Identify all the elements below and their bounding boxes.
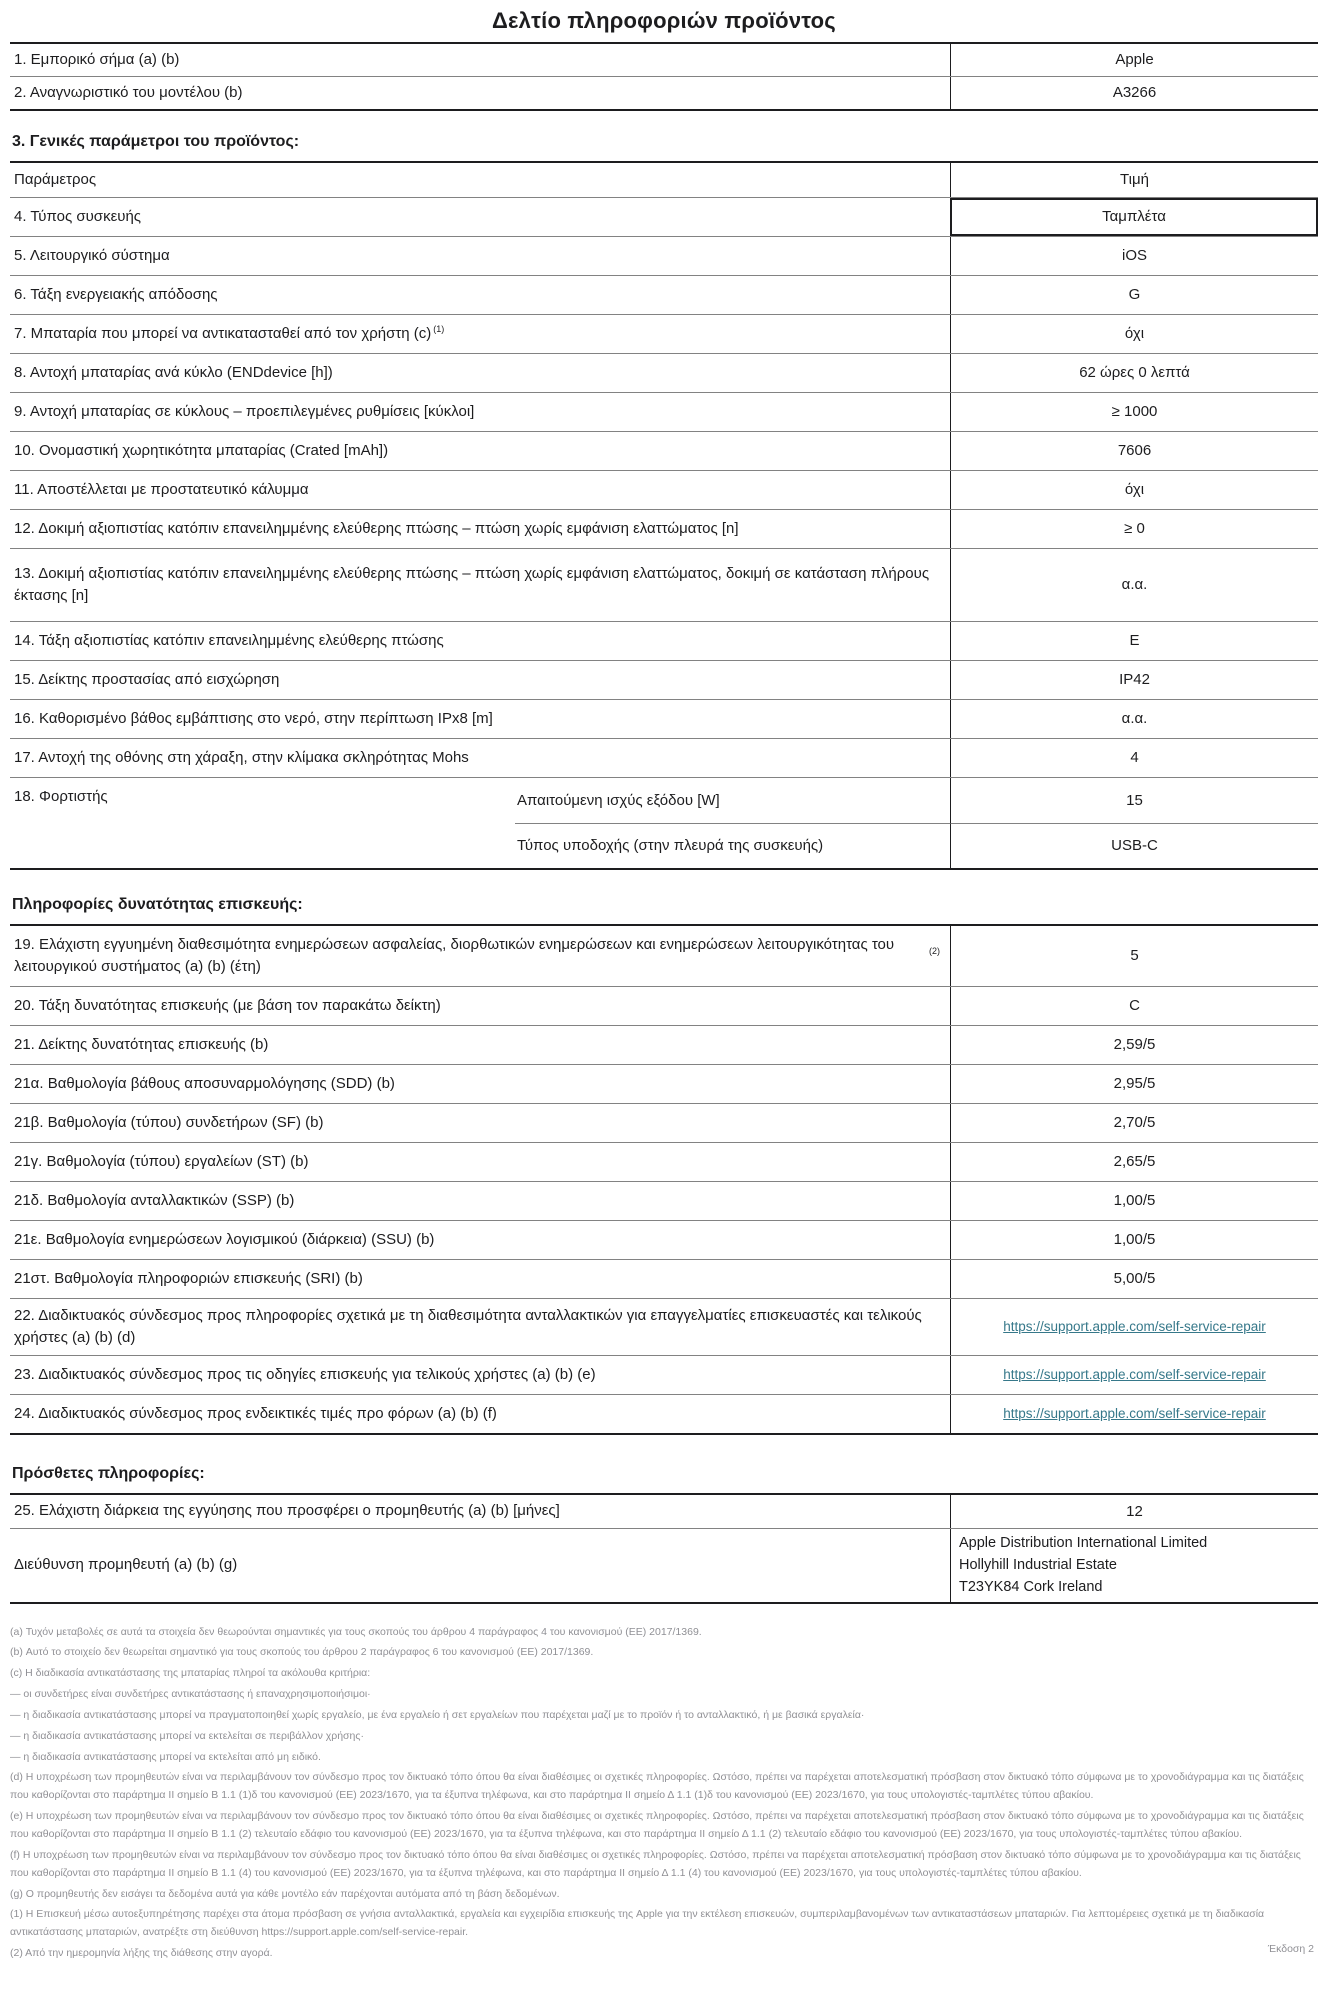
table-row-device-type xyxy=(10,197,1318,236)
table-row-protective-cover xyxy=(10,470,1318,509)
table-row-repairability-index xyxy=(10,1025,1318,1064)
table-row-battery-endurance-cycle xyxy=(10,353,1318,392)
param-value xyxy=(950,1395,1318,1433)
param-label: 22. Διαδικτυακός σύνδεσμος προς πληροφορίες σχετικά με τη διαθεσιμότητα ανταλλακτικών για επαγγελματίες επισκευαστές και τελικούς χρήστες (a) (b) (d) xyxy=(14,1306,922,1346)
param-value: A3266 xyxy=(950,77,1318,109)
version-label: Έκδοση 2 xyxy=(1267,1942,1314,1955)
param-value: 4 xyxy=(950,739,1318,777)
param-label: 21δ. Βαθμολογία ανταλλακτικών (SSP) (b) xyxy=(14,1191,295,1209)
section-heading-additional-info: Πρόσθετες πληροφορίες: xyxy=(12,1464,205,1482)
param-value: 12 xyxy=(950,1495,1318,1528)
param-value: ≥ 0 xyxy=(950,510,1318,548)
repair-instructions-link[interactable]: https://support.apple.com/self-service-repair xyxy=(1003,1367,1266,1382)
footnote-c-criterion-2: — η διαδικασία αντικατάστασης μπορεί να πραγματοποιηθεί χωρίς εργαλείο, με ένα εργαλείο ή σετ εργαλείων που παρέχεται μαζί με το προϊόν ή το ανταλλακτικό, ή με βασικά εργαλεία· xyxy=(10,1708,865,1721)
table-row-repair-instructions-link xyxy=(10,1355,1318,1394)
general-parameters-table xyxy=(10,161,1318,870)
address-line-1: Apple Distribution International Limited xyxy=(959,1534,1208,1551)
param-label: 2. Αναγνωριστικό του μοντέλου (b) xyxy=(14,83,243,101)
table-row-mohs-hardness xyxy=(10,738,1318,777)
supplier-address-lines xyxy=(959,1533,1207,1598)
footnote-c-criterion-4: — η διαδικασία αντικατάστασης μπορεί να εκτελείται από μη ειδικό. xyxy=(10,1750,321,1763)
param-value: IP42 xyxy=(950,661,1318,699)
param-label: 23. Διαδικτυακός σύνδεσμος προς τις οδηγίες επισκευής για τελικούς χρήστες (a) (b) (e) xyxy=(14,1365,596,1383)
param-label: 5. Λειτουργικό σύστημα xyxy=(14,246,170,264)
charger-value-connector-type: USB-C xyxy=(950,823,1318,868)
footnotes xyxy=(10,1624,1318,1963)
param-label: 10. Ονομαστική χωρητικότητα μπαταρίας (Crated [mAh]) xyxy=(14,441,389,459)
param-value: 2,95/5 xyxy=(950,1065,1318,1103)
footnote-c-criterion-3: — η διαδικασία αντικατάστασης μπορεί να εκτελείται σε περιβάλλον χρήσης· xyxy=(10,1729,364,1742)
indicative-prices-link[interactable]: https://support.apple.com/self-service-repair xyxy=(1003,1406,1266,1421)
param-value: α.α. xyxy=(950,549,1318,621)
page-title: Δελτίο πληροφοριών προϊόντος xyxy=(492,8,836,33)
param-label: 25. Ελάχιστη διάρκεια της εγγύησης που προσφέρει ο προμηθευτής (a) (b) [μήνες] xyxy=(14,1502,560,1520)
param-value-boxed: Ταμπλέτα xyxy=(950,198,1318,236)
table-row-user-replaceable-battery xyxy=(10,314,1318,353)
param-value: C xyxy=(950,987,1318,1025)
table-row-os xyxy=(10,236,1318,275)
param-value: 5,00/5 xyxy=(950,1260,1318,1298)
param-value: ≥ 1000 xyxy=(950,393,1318,431)
footnote-2: (2) Από την ημερομηνία λήξης της διάθεσης στην αγορά. xyxy=(10,1947,273,1960)
param-label: 1. Εμπορικό σήμα (a) (b) xyxy=(14,51,180,68)
param-label: 17. Αντοχή της οθόνης στη χάραξη, στην κλίμακα σκληρότητας Mohs xyxy=(14,748,469,766)
brand-model-table xyxy=(10,42,1318,111)
param-label: 8. Αντοχή μπαταρίας ανά κύκλο (ENDdevice [h]) xyxy=(14,363,333,381)
spare-parts-link[interactable]: https://support.apple.com/self-service-repair xyxy=(1003,1319,1266,1334)
table-row-charger xyxy=(10,777,1318,868)
table-row-free-fall-test xyxy=(10,509,1318,548)
address-line-3: T23YK84 Cork Ireland xyxy=(959,1578,1103,1595)
table-row-fall-reliability-class xyxy=(10,621,1318,660)
address-line-2: Hollyhill Industrial Estate xyxy=(959,1556,1117,1573)
param-label: 21. Δείκτης δυνατότητας επισκευής (b) xyxy=(14,1035,269,1053)
table-row-energy-class xyxy=(10,275,1318,314)
table-row-immersion-depth xyxy=(10,699,1318,738)
table-row-supplier-address xyxy=(10,1528,1318,1602)
table-row-repairability-class xyxy=(10,986,1318,1025)
footnote-g: (g) Ο προμηθευτής δεν εισάγει τα δεδομένα αυτά για κάθε μοντέλο εάν παρέχονται αυτόματα από τη βάση δεδομένων. xyxy=(10,1887,560,1900)
param-value: 2,65/5 xyxy=(950,1143,1318,1181)
param-label: 16. Καθορισμένο βάθος εμβάπτισης στο νερό, στην περίπτωση IPx8 [m] xyxy=(14,709,493,727)
charger-sublabel-output-power: Απαιτούμενη ισχύς εξόδου [W] xyxy=(517,791,720,809)
table-row-update-availability xyxy=(10,926,1318,986)
param-label-text: 19. Ελάχιστη εγγυημένη διαθεσιμότητα ενημερώσεων ασφαλείας, διορθωτικών ενημερώσεων και ενημερώσεων λειτουργικότητας του λειτουργικού συστήματος (a) (b) (έτη) xyxy=(14,935,895,975)
table-row-battery-capacity xyxy=(10,431,1318,470)
param-label: 13. Δοκιμή αξιοπιστίας κατόπιν επανειλημμένης ελεύθερης πτώσης – πτώση χωρίς εμφάνιση ελαττώματος, δοκιμή σε κατάσταση πλήρους έκτασης [n] xyxy=(14,564,930,604)
footnote-c: (c) Η διαδικασία αντικατάστασης της μπαταρίας πληροί τα ακόλουθα κριτήρια: xyxy=(10,1667,371,1680)
param-value: 2,59/5 xyxy=(950,1026,1318,1064)
section-heading-repairability: Πληροφορίες δυνατότητας επισκευής: xyxy=(12,895,303,913)
footnote-ref-2: (2) xyxy=(929,945,940,956)
footnote-c-criterion-1: — οι συνδετήρες είναι συνδετήρες αντικατάστασης ή επαναχρησιμοποιήσιμοι· xyxy=(10,1688,371,1701)
charger-value-output-power: 15 xyxy=(950,778,1318,823)
table-row-model xyxy=(10,76,1318,109)
param-label xyxy=(10,926,950,986)
table-row-ingress-protection xyxy=(10,660,1318,699)
param-label-charger: 18. Φορτιστής xyxy=(14,787,108,805)
table-header-row xyxy=(10,163,1318,197)
param-label: 4. Τύπος συσκευής xyxy=(14,207,142,225)
table-row-indicative-prices-link xyxy=(10,1394,1318,1433)
param-value: 62 ώρες 0 λεπτά xyxy=(950,354,1318,392)
table-row-sf-score xyxy=(10,1103,1318,1142)
repairability-table xyxy=(10,924,1318,1435)
param-label: 21α. Βαθμολογία βάθους αποσυναρμολόγησης (SDD) (b) xyxy=(14,1074,395,1092)
param-label: 6. Τάξη ενεργειακής απόδοσης xyxy=(14,285,218,303)
param-label: 14. Τάξη αξιοπιστίας κατόπιν επανειλημμένης ελεύθερης πτώσης xyxy=(14,631,444,649)
table-row-st-score xyxy=(10,1142,1318,1181)
param-label xyxy=(10,315,950,353)
table-row-brand xyxy=(10,44,1318,76)
param-value: α.α. xyxy=(950,700,1318,738)
footnote-1: (1) Η Επισκευή μέσω αυτοεξυπηρέτησης παρέχει στα άτομα πρόσβαση σε γνήσια ανταλλακτικά, εργαλεία και εγχειρίδια επισκευής της Apple για την εκτέλεση επισκευών, συμπεριλαμβανομένων των αντικαταστάσεων μπαταριών. Για λεπτομέρειες σχετικά με τη διαδικασία αντικατάστασης μπαταριών, ανατρέξτε στη διεύθυνση https://support.apple.com/self-service-repair. xyxy=(10,1908,1265,1939)
footnote-ref-1: (1) xyxy=(433,323,445,334)
param-label: 21στ. Βαθμολογία πληροφοριών επισκευής (SRI) (b) xyxy=(14,1269,363,1287)
param-value: όχι xyxy=(950,471,1318,509)
table-row-sdd-score xyxy=(10,1064,1318,1103)
param-value xyxy=(950,1299,1318,1355)
param-label: 15. Δείκτης προστασίας από εισχώρηση xyxy=(14,670,280,688)
param-value: 1,00/5 xyxy=(950,1221,1318,1259)
supplier-address-value xyxy=(950,1529,1318,1602)
param-label: 21β. Βαθμολογία (τύπου) συνδετήρων (SF) (b) xyxy=(14,1113,324,1131)
table-row-spare-parts-link xyxy=(10,1298,1318,1355)
param-value: iOS xyxy=(950,237,1318,275)
param-value xyxy=(950,1356,1318,1394)
param-label: 20. Τάξη δυνατότητας επισκευής (με βάση τον παρακάτω δείκτη) xyxy=(14,996,441,1014)
param-value: 2,70/5 xyxy=(950,1104,1318,1142)
param-label: 11. Αποστέλλεται με προστατευτικό κάλυμμα xyxy=(14,480,309,498)
table-row-warranty xyxy=(10,1495,1318,1528)
footnote-a: (a) Τυχόν μεταβολές σε αυτά τα στοιχεία δεν θεωρούνται σημαντικές για τους σκοπούς του άρθρου 4 παράγραφος 4 του κανονισμού (ΕΕ) 2017/1369. xyxy=(10,1625,702,1638)
param-value: E xyxy=(950,622,1318,660)
column-header-value: Τιμή xyxy=(950,163,1318,197)
table-row-free-fall-test-unfolded xyxy=(10,548,1318,621)
param-value: όχι xyxy=(950,315,1318,353)
footnote-e: (e) Η υποχρέωση των προμηθευτών είναι να περιλαμβάνουν τον σύνδεσμο προς τον δικτυακό τόπο όπου θα είναι διαθέσιμες οι σχετικές πληροφορίες. Ωστόσο, πρέπει να παρέχεται αποτελεσματική πρόσβαση στον δικτυακό τόπο σύμφωνα με το χρονοδιάγραμμα και τις διατάξεις που καθορίζονται στο παράρτημα II σημείο B 1.1 (2) τελευταίο εδάφιο του κανονισμού (ΕΕ) 2023/1670, για τα έξυπνα τηλέφωνα, και στο παράρτημα II σημείο Δ 1.1 (2) τελευταίο εδάφιο του κανονισμού (ΕΕ) 2023/1670, για τους υπολογιστές-ταμπλέτες τύπου αβακίου. xyxy=(10,1810,1304,1840)
param-label: 9. Αντοχή μπαταρίας σε κύκλους – προεπιλεγμένες ρυθμίσεις [κύκλοι] xyxy=(14,402,475,420)
table-row-ssu-score xyxy=(10,1220,1318,1259)
param-label: 24. Διαδικτυακός σύνδεσμος προς ενδεικτικές τιμές προ φόρων (a) (b) (f) xyxy=(14,1404,497,1422)
footnote-b: (b) Αυτό το στοιχείο δεν θεωρείται σημαντικό για τους σκοπούς του άρθρου 2 παράγραφος 6 του κανονισμού (ΕΕ) 2017/1369. xyxy=(10,1646,594,1659)
param-value: 5 xyxy=(950,926,1318,986)
additional-info-table xyxy=(10,1493,1318,1604)
param-value: 1,00/5 xyxy=(950,1182,1318,1220)
param-label: 12. Δοκιμή αξιοπιστίας κατόπιν επανειλημμένης ελεύθερης πτώσης – πτώση χωρίς εμφάνιση ελαττώματος [n] xyxy=(14,519,739,537)
section-heading-general-parameters: 3. Γενικές παράμετροι του προϊόντος: xyxy=(12,132,300,150)
param-label: 21ε. Βαθμολογία ενημερώσεων λογισμικού (διάρκεια) (SSU) (b) xyxy=(14,1230,435,1248)
table-row-ssp-score xyxy=(10,1181,1318,1220)
param-value: Apple xyxy=(950,44,1318,76)
footnote-f: (f) Η υποχρέωση των προμηθευτών είναι να περιλαμβάνουν τον σύνδεσμο προς τον δικτυακό τόπο όπου θα είναι διαθέσιμες οι σχετικές πληροφορίες. Ωστόσο, πρέπει να παρέχεται αποτελεσματική πρόσβαση στον δικτυακό τόπο σύμφωνα με το χρονοδιάγραμμα και τις διατάξεις που καθορίζονται στο παράρτημα II σημείο B 1.1 (4) του κανονισμού (ΕΕ) 2023/1670, για τα έξυπνα τηλέφωνα, και στο παράρτημα II σημείο Δ 1.1 (4) του κανονισμού (ΕΕ) 2023/1670, για τους υπολογιστές-ταμπλέτες τύπου αβακίου. xyxy=(10,1848,1301,1879)
table-row-sri-score xyxy=(10,1259,1318,1298)
footnote-d: (d) Η υποχρέωση των προμηθευτών είναι να περιλαμβάνουν τον σύνδεσμο προς τον δικτυακό τόπο όπου θα είναι διαθέσιμες οι σχετικές πληροφορίες. Ωστόσο, πρέπει να παρέχεται αποτελεσματική πρόσβαση στον δικτυακό τόπο σύμφωνα με το χρονοδιάγραμμα και τις διατάξεις που καθορίζονται στο παράρτημα II σημείο B 1.1 (1)δ του κανονισμού (ΕΕ) 2023/1670, για τα έξυπνα τηλέφωνα, και στο παράρτημα II σημείο Δ 1.1 (1)δ του κανονισμού (ΕΕ) 2023/1670, για τους υπολογιστές-ταμπλέτες τύπου αβακίου. xyxy=(10,1771,1304,1802)
param-label-text: 7. Μπαταρία που μπορεί να αντικατασταθεί από τον χρήστη (c) xyxy=(14,324,432,342)
charger-sublabel-connector-type: Τύπος υποδοχής (στην πλευρά της συσκευής) xyxy=(515,823,950,868)
param-value: G xyxy=(950,276,1318,314)
param-label: 21γ. Βαθμολογία (τύπου) εργαλείων (ST) (b) xyxy=(14,1152,309,1170)
column-header-parameter: Παράμετρος xyxy=(14,170,97,188)
param-value: 7606 xyxy=(950,432,1318,470)
param-label: Διεύθυνση προμηθευτή (a) (b) (g) xyxy=(14,1556,238,1574)
table-row-battery-cycles xyxy=(10,392,1318,431)
